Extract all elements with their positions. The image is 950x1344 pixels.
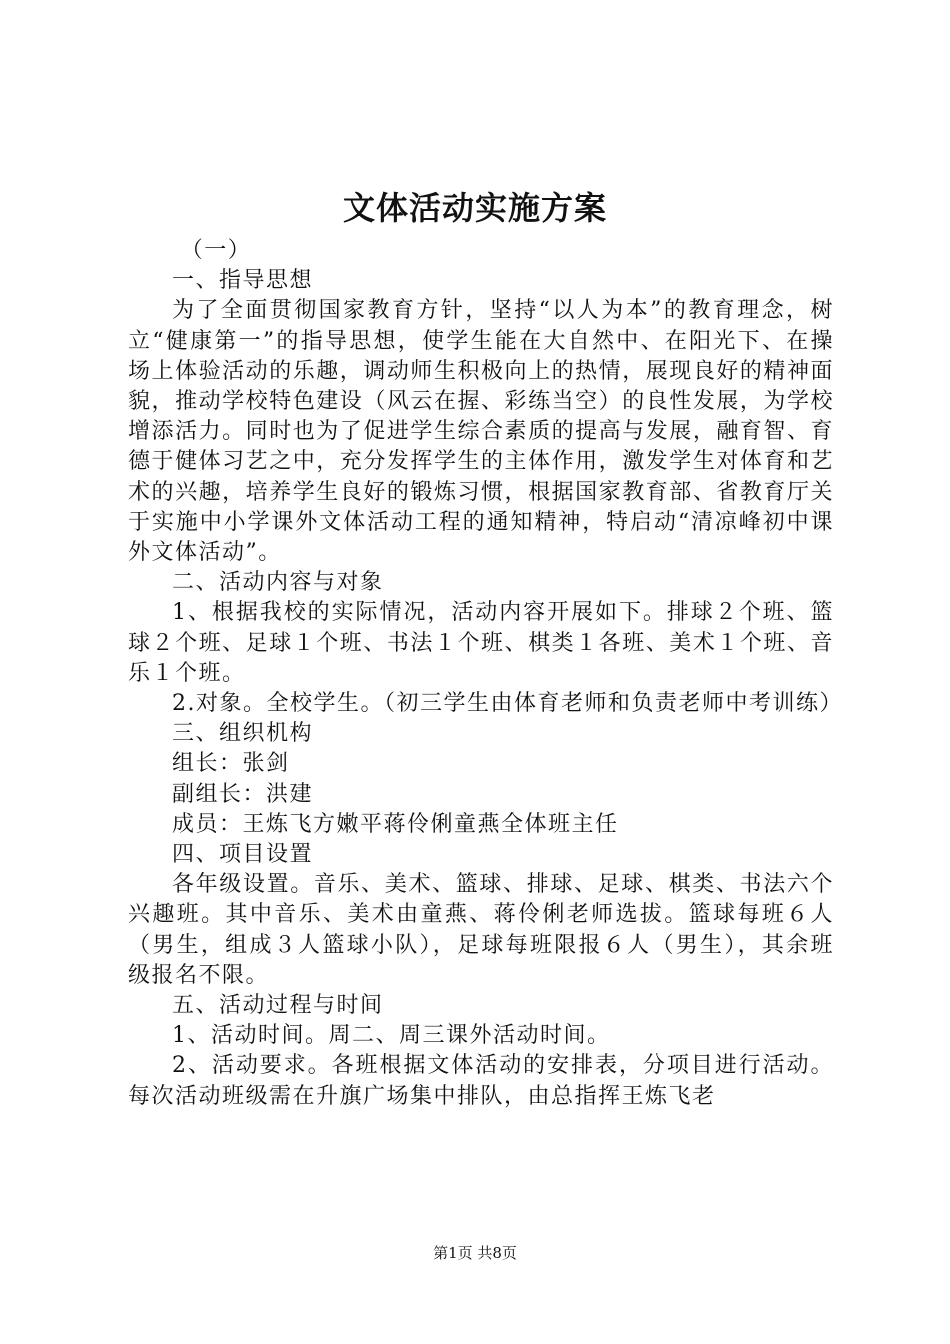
paragraph-guiding-thought: 为了全面贯彻国家教育方针，坚持“以人为本”的教育理念，树立“健康第一”的指导思想，使学生能在大自然中、在阳光下、在操场上体验活动的乐趣，调动师生积极向上的热情，展现良好的精神面貌，推动学校特色建设（风云在握、彩练当空）的良性发展，为学校增添活力。同时也为了促进学生综合素质的提高与发展，融育智、育德于健体习艺之中，充分发挥学生的主体作用，激发学生对体育和艺术的兴趣，培养学生良好的锻炼习惯，根据国家教育部、省教育厅关于实施中小学课外文体活动工程的通知精神，特启动“清凉峰初中课外文体活动”。 bbox=[128, 298, 834, 566]
paragraph-activity-time: 1、活动时间。周二、周三课外活动时间。 bbox=[172, 1023, 611, 1049]
paragraph-activity-target: 2.对象。全校学生。（初三学生由体育老师和负责老师中考训练） bbox=[172, 691, 843, 717]
paragraph-deputy-leader: 副组长：洪建 bbox=[172, 781, 314, 807]
document-title: 文体活动实施方案 bbox=[342, 189, 607, 227]
document-body bbox=[128, 236, 843, 1112]
section-heading-guiding-thought: 一、指导思想 bbox=[172, 268, 314, 294]
section-heading-content-and-target: 二、活动内容与对象 bbox=[172, 570, 384, 596]
section-heading-organization: 三、组织机构 bbox=[172, 721, 314, 747]
section-marker: （一） bbox=[180, 238, 252, 263]
paragraph-leader: 组长：张剑 bbox=[172, 751, 290, 777]
paragraph-activity-content: 1、根据我校的实际情况，活动内容开展如下。排球２个班、篮球２个班、足球１个班、书法１个班、棋类１各班、美术１个班、音乐１个班。 bbox=[128, 600, 834, 686]
paragraph-members: 成员：王炼飞方嫩平蒋伶俐童燕全体班主任 bbox=[172, 811, 619, 837]
section-heading-project-setup: 四、项目设置 bbox=[172, 842, 314, 868]
paragraph-activity-requirements: 2、活动要求。各班根据文体活动的安排表，分项目进行活动。每次活动班级需在升旗广场集中排队，由总指挥王炼飞老 bbox=[128, 1053, 834, 1109]
section-heading-process-and-time: 五、活动过程与时间 bbox=[172, 993, 384, 1019]
page-number: 第1页 共8页 bbox=[433, 1244, 517, 1262]
paragraph-project-setup: 各年级设置。音乐、美术、篮球、排球、足球、棋类、书法六个兴趣班。其中音乐、美术由童燕、蒋伶俐老师选拔。篮球每班６人（男生，组成３人篮球小队），足球每班限报６人（男生），其余班级报名不限。 bbox=[128, 872, 834, 988]
